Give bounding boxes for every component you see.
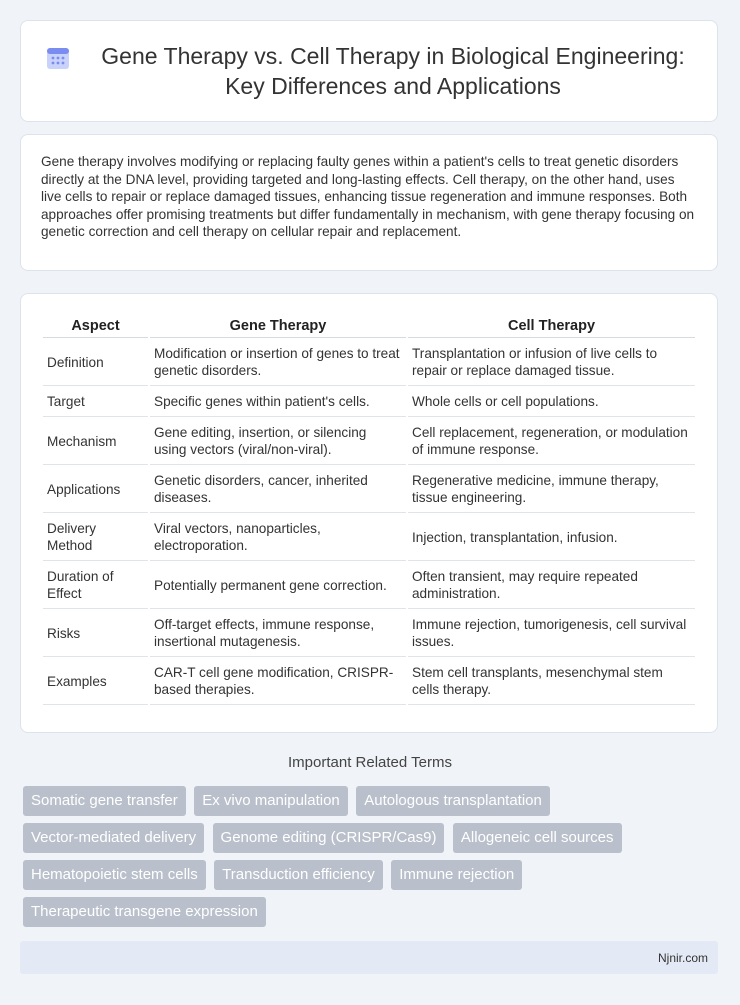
related-term-tag[interactable]: Therapeutic transgene expression [23,897,266,927]
page-title: Gene Therapy vs. Cell Therapy in Biological Engineering: Key Differences and Applications [101,43,685,99]
footer [20,941,718,974]
row-aspect: Applications [43,465,149,513]
related-terms-title: Important Related Terms [288,754,452,771]
row-cell-therapy: Whole cells or cell populations. [407,386,695,417]
table-row [43,513,695,561]
comparison-table-card [20,293,718,733]
table-row [43,465,695,513]
table-row [43,657,695,705]
row-gene-therapy: Viral vectors, nanoparticles, electroporation. [149,513,407,561]
related-term-tag[interactable]: Allogeneic cell sources [453,823,622,853]
calendar-grid-icon [45,45,71,71]
related-terms-list [23,786,703,934]
row-cell-therapy: Immune rejection, tumorigenesis, cell survival issues. [407,609,695,657]
row-gene-therapy: Off-target effects, immune response, insertional mutagenesis. [149,609,407,657]
related-term-tag[interactable]: Hematopoietic stem cells [23,860,206,890]
table-header-row [43,310,695,338]
row-gene-therapy: Modification or insertion of genes to treat genetic disorders. [149,338,407,386]
intro-card [20,134,718,271]
footer-site-link[interactable]: Njnir.com [657,951,708,965]
header-gene-therapy: Gene Therapy [149,310,407,338]
comparison-table [43,310,695,705]
related-term-tag[interactable]: Transduction efficiency [214,860,383,890]
related-term-tag[interactable]: Somatic gene transfer [23,786,186,816]
row-gene-therapy: Genetic disorders, cancer, inherited diseases. [149,465,407,513]
row-aspect: Mechanism [43,417,149,465]
related-term-tag[interactable]: Vector-mediated delivery [23,823,204,853]
intro-paragraph: Gene therapy involves modifying or replacing faulty genes within a patient's cells to treat genetic disorders directly at the DNA level, providing targeted and long-lasting effects. Cell therapy, on the other hand, uses live cells to repair or replace damaged tissues, enhancing tissue regeneration and immune responses. Both approaches offer promising treatments but differ fundamentally in mechanism, with gene therapy focusing on genetic correction and cell therapy on cellular repair and replacement. [41,154,695,240]
table-row [43,386,695,417]
row-cell-therapy: Transplantation or infusion of live cells to repair or replace damaged tissue. [407,338,695,386]
row-gene-therapy: Specific genes within patient's cells. [149,386,407,417]
related-term-tag[interactable]: Immune rejection [391,860,522,890]
row-gene-therapy: CAR-T cell gene modification, CRISPR-based therapies. [149,657,407,705]
header-aspect: Aspect [43,310,149,338]
row-aspect: Target [43,386,149,417]
related-term-tag[interactable]: Genome editing (CRISPR/Cas9) [213,823,445,853]
row-gene-therapy: Potentially permanent gene correction. [149,561,407,609]
table-row [43,338,695,386]
row-cell-therapy: Regenerative medicine, immune therapy, tissue engineering. [407,465,695,513]
related-term-tag[interactable]: Autologous transplantation [356,786,550,816]
row-cell-therapy: Injection, transplantation, infusion. [407,513,695,561]
related-term-tag[interactable]: Ex vivo manipulation [194,786,348,816]
row-aspect: Risks [43,609,149,657]
row-aspect: Delivery Method [43,513,149,561]
table-row [43,609,695,657]
table-row [43,561,695,609]
row-aspect: Examples [43,657,149,705]
row-aspect: Definition [43,338,149,386]
row-gene-therapy: Gene editing, insertion, or silencing using vectors (viral/non-viral). [149,417,407,465]
header-cell-therapy: Cell Therapy [407,310,695,338]
row-cell-therapy: Often transient, may require repeated administration. [407,561,695,609]
row-cell-therapy: Stem cell transplants, mesenchymal stem cells therapy. [407,657,695,705]
title-card [20,20,718,122]
row-cell-therapy: Cell replacement, regeneration, or modulation of immune response. [407,417,695,465]
table-row [43,417,695,465]
row-aspect: Duration of Effect [43,561,149,609]
